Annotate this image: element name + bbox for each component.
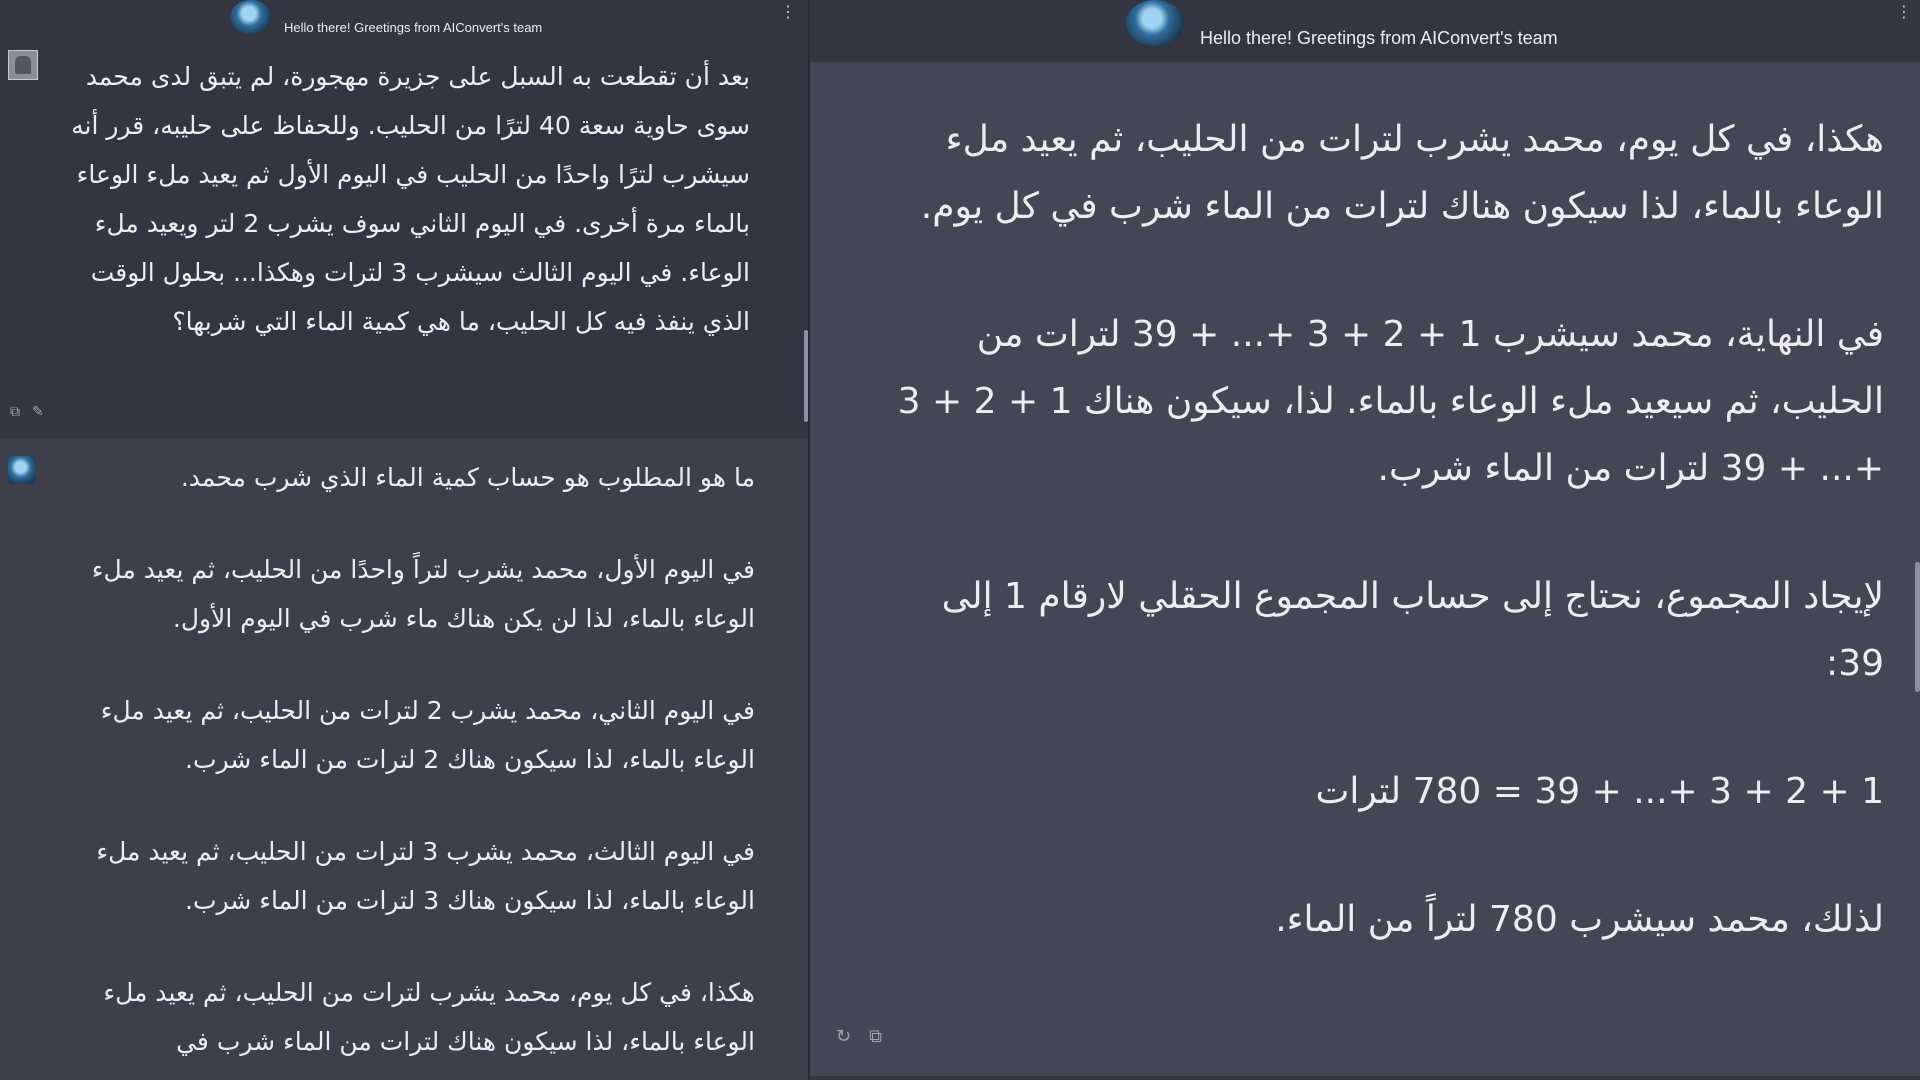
bot-logo-avatar [230,0,272,34]
user-avatar [8,50,38,80]
left-top-bar [0,0,808,40]
left-chat-pane [0,0,808,1080]
copy-icon[interactable]: ⧉ [10,404,20,420]
answer-paragraph: هكذا، في كل يوم، محمد يشرب لترات من الحليب، ثم يعيد ملء الوعاء بالماء، لذا سيكون هناك لترات من الماء شرب في [103,978,755,1056]
assistant-message-text [55,453,755,1080]
answer-paragraph: هكذا، في كل يوم، محمد يشرب لترات من الحليب، ثم يعيد ملء الوعاء بالماء، لذا سيكون هناك لترات من الماء شرب في كل يوم. [920,119,1884,227]
answer-paragraph: في اليوم الثالث، محمد يشرب 3 لترات من الحليب، ثم يعيد ملء الوعاء بالماء، لذا سيكون هناك 3 لترات من الماء شرب. [96,837,755,915]
answer-paragraph: ما هو المطلوب هو حساب كمية الماء الذي شرب محمد. [180,463,755,492]
copy-icon[interactable]: ⧉ [869,1026,882,1047]
user-message [0,40,808,438]
answer-paragraph: في النهاية، محمد سيشرب 1 + 2 + 3 +... + 39 لترات من الحليب، ثم سيعيد ملء الوعاء بالماء. لذا، سيكون هناك 1 + 2 + 3 +... + 39 لترات من الماء شرب. [897,314,1884,489]
answer-paragraph: 1 + 2 + 3 +... + 39 = 780 لترات [1315,771,1884,812]
edit-icon[interactable]: ✎ [32,404,44,420]
assistant-message-text [884,106,1884,1014]
answer-paragraph: لإيجاد المجموع، نحتاج إلى حساب المجموع الحقلي لارقام 1 إلى 39: [941,576,1884,684]
vertical-dots-icon[interactable]: ⋮ [1896,2,1912,21]
right-top-bar [810,0,1920,62]
right-chat-pane [810,0,1920,1080]
vertical-dots-icon[interactable]: ⋮ [780,2,796,21]
chat-header-title: Hello there! Greetings from AIConvert's team [1200,28,1558,48]
user-message-actions [10,404,44,420]
bottom-bar [810,1076,1920,1080]
user-message-text: بعد أن تقطعت به السبل على جزيرة مهجورة، لم يتبق لدى محمد سوى حاوية سعة 40 لترًا من الحليب. وللحفاظ على حليبه، قرر أنه سيشرب لترًا واحدًا من الحليب في اليوم الأول ثم يعيد ملء الوعاء بالماء مرة أخرى. في اليوم الثاني سوف يشرب 2 لتر ويعيد ملء الوعاء. في اليوم الثالث سيشرب 3 لترات وهكذا... بحلول الوقت الذي ينفذ فيه كل الحليب، ما هي كمية الماء التي شربها؟ [71,62,750,336]
answer-paragraph: لذلك، محمد سيشرب 780 لتراً من الماء. [1275,899,1884,940]
bot-logo-avatar [1126,0,1184,46]
bot-avatar [8,456,36,484]
answer-paragraph: في اليوم الثاني، محمد يشرب 2 لترات من الحليب، ثم يعيد ملء الوعاء بالماء، لذا سيكون هناك 2 لترات من الماء شرب. [100,696,755,774]
assistant-message [0,438,808,1080]
regenerate-icon[interactable]: ↻ [836,1026,852,1047]
chat-header-title: Hello there! Greetings from AIConvert's team [284,20,543,35]
assistant-message-actions [836,1026,882,1047]
right-scrollbar-thumb[interactable] [1915,562,1920,692]
answer-paragraph: في اليوم الأول، محمد يشرب لتراً واحدًا من الحليب، ثم يعيد ملء الوعاء بالماء، لذا لن يكن هناك ماء شرب في اليوم الأول. [91,555,755,633]
